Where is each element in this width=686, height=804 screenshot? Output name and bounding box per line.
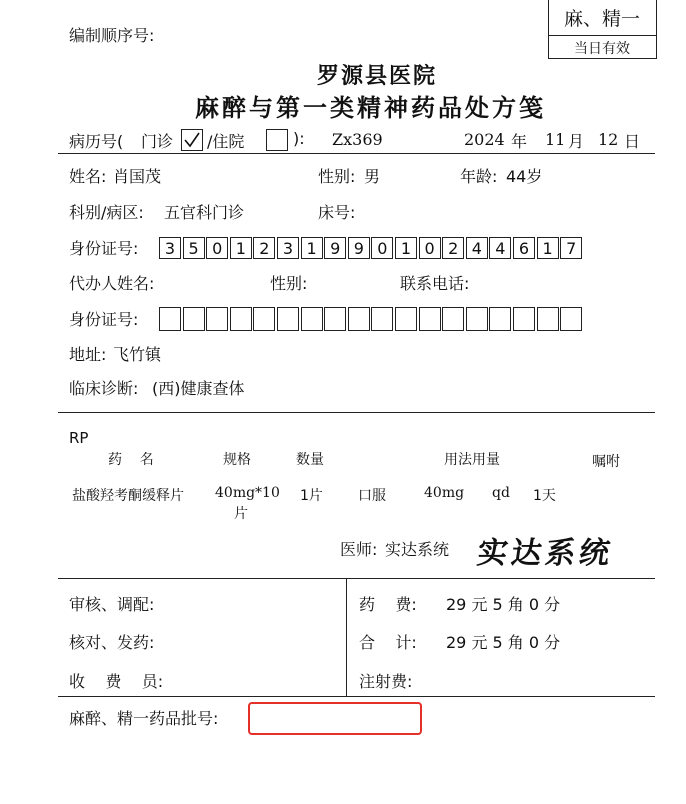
id-digit-box: 0 <box>206 237 228 259</box>
header-usage: 用法用量 <box>444 452 500 468</box>
drug-dose: 40mg <box>424 485 465 501</box>
validity-label: 当日有效 <box>574 41 630 57</box>
patient-age: 44岁 <box>506 167 543 186</box>
agent-id-boxes <box>159 307 585 331</box>
footer-bottom-divider <box>58 696 655 697</box>
address-value: 飞竹镇 <box>113 345 162 364</box>
record-close: ): <box>293 129 305 148</box>
agent-id-digit-box[interactable] <box>513 307 535 331</box>
hospital-name: 罗源县医院 <box>316 63 437 89</box>
header-drug: 药 名 <box>108 452 154 468</box>
drug-fee-value: 29 元 5 角 0 分 <box>446 595 561 614</box>
serial-number-label: 编制顺序号: <box>69 26 155 45</box>
id-digit-box: 1 <box>537 237 559 259</box>
id-digit-box: 0 <box>371 237 393 259</box>
agent-id-digit-box[interactable] <box>371 307 393 331</box>
header-notes: 嘱咐 <box>592 454 620 470</box>
diagnosis-value: (西)健康查体 <box>152 379 245 398</box>
date-day: 12 <box>598 130 619 149</box>
name-label: 姓名: <box>69 167 107 186</box>
address-label: 地址: <box>69 345 107 364</box>
agent-id-digit-box[interactable] <box>183 307 205 331</box>
inpatient-label: /住院 <box>207 132 245 151</box>
drug-qty: 1片 <box>300 488 323 504</box>
footer-vertical-divider <box>346 578 347 696</box>
patient-id-boxes <box>159 237 585 259</box>
agent-id-digit-box[interactable] <box>206 307 228 331</box>
diagnosis-label: 临床诊断: <box>69 379 139 398</box>
id-digit-box: 1 <box>230 237 252 259</box>
agent-id-digit-box[interactable] <box>253 307 275 331</box>
record-number-label: 病历号( <box>69 132 124 151</box>
id-digit-box: 9 <box>348 237 370 259</box>
check-icon <box>182 130 202 150</box>
batch-number-field[interactable] <box>248 702 422 735</box>
id-digit-box: 3 <box>277 237 299 259</box>
id-digit-box: 6 <box>513 237 535 259</box>
review-label: 审核、调配: <box>69 595 155 614</box>
drug-days: 1天 <box>533 488 556 504</box>
agent-phone-label: 联系电话: <box>400 274 470 293</box>
id-digit-box: 2 <box>442 237 464 259</box>
month-char: 月 <box>568 132 585 151</box>
patient-name: 肖国茂 <box>113 167 162 186</box>
drug-spec-line1: 40mg*10 <box>215 485 280 501</box>
id-digit-box: 1 <box>301 237 323 259</box>
agent-id-digit-box[interactable] <box>537 307 559 331</box>
category-stamp: 麻、精一 <box>563 8 640 30</box>
id-digit-box: 7 <box>560 237 582 259</box>
agent-id-digit-box[interactable] <box>466 307 488 331</box>
agent-id-digit-box[interactable] <box>560 307 582 331</box>
agent-id-digit-box[interactable] <box>324 307 346 331</box>
id-digit-box: 0 <box>419 237 441 259</box>
date-month: 11 <box>545 130 566 149</box>
header-qty: 数量 <box>296 452 324 468</box>
outpatient-label: 门诊 <box>141 132 174 151</box>
header-divider <box>58 153 655 154</box>
agent-id-digit-box[interactable] <box>230 307 252 331</box>
year-char: 年 <box>511 132 528 151</box>
agent-id-digit-box[interactable] <box>277 307 299 331</box>
sex-label: 性别: <box>318 167 356 186</box>
diagnosis-divider <box>58 412 655 413</box>
id-digit-box: 3 <box>159 237 181 259</box>
total-value: 29 元 5 角 0 分 <box>446 633 561 652</box>
id-digit-box: 9 <box>324 237 346 259</box>
agent-id-label: 身份证号: <box>69 310 139 329</box>
agent-name-label: 代办人姓名: <box>69 274 155 293</box>
dept-label: 科别/病区: <box>69 203 144 222</box>
agent-id-digit-box[interactable] <box>419 307 441 331</box>
id-digit-box: 2 <box>253 237 275 259</box>
drug-fee-label: 药 费: <box>359 595 417 614</box>
agent-id-digit-box[interactable] <box>489 307 511 331</box>
doctor-name: 实达系统 <box>385 540 450 559</box>
record-number: Zx369 <box>332 130 383 149</box>
check-label: 核对、发药: <box>69 633 155 652</box>
cashier-label: 收 费 员: <box>69 672 164 691</box>
footer-top-divider <box>58 578 655 579</box>
batch-number-label: 麻醉、精一药品批号: <box>69 709 219 728</box>
drug-freq: qd <box>492 485 510 501</box>
outpatient-checkbox[interactable] <box>181 129 203 151</box>
id-digit-box: 1 <box>395 237 417 259</box>
drug-route: 口服 <box>358 488 386 504</box>
stamp-divider <box>548 35 656 36</box>
inpatient-checkbox[interactable] <box>266 129 288 151</box>
agent-id-digit-box[interactable] <box>395 307 417 331</box>
patient-sex: 男 <box>364 167 381 186</box>
date-year: 2024 <box>464 130 505 149</box>
form-title: 麻醉与第一类精神药品处方笺 <box>195 93 546 122</box>
agent-id-digit-box[interactable] <box>348 307 370 331</box>
agent-id-digit-box[interactable] <box>301 307 323 331</box>
bed-label: 床号: <box>318 203 356 222</box>
total-label: 合 计: <box>359 633 417 652</box>
doctor-label: 医师: <box>340 540 378 559</box>
rp-label: RP <box>69 429 89 447</box>
doctor-signature: 实达系统 <box>475 536 616 571</box>
drug-name: 盐酸羟考酮缓释片 <box>72 488 184 504</box>
id-label: 身份证号: <box>69 239 139 258</box>
day-char: 日 <box>624 132 641 151</box>
header-spec: 规格 <box>223 452 251 468</box>
drug-spec-line2: 片 <box>234 506 248 522</box>
agent-sex-label: 性别: <box>270 274 308 293</box>
id-digit-box: 5 <box>183 237 205 259</box>
agent-id-digit-box[interactable] <box>159 307 181 331</box>
id-digit-box: 4 <box>489 237 511 259</box>
agent-id-digit-box[interactable] <box>442 307 464 331</box>
age-label: 年龄: <box>460 167 498 186</box>
injection-fee-label: 注射费: <box>359 672 413 691</box>
patient-dept: 五官科门诊 <box>164 203 245 222</box>
id-digit-box: 4 <box>466 237 488 259</box>
